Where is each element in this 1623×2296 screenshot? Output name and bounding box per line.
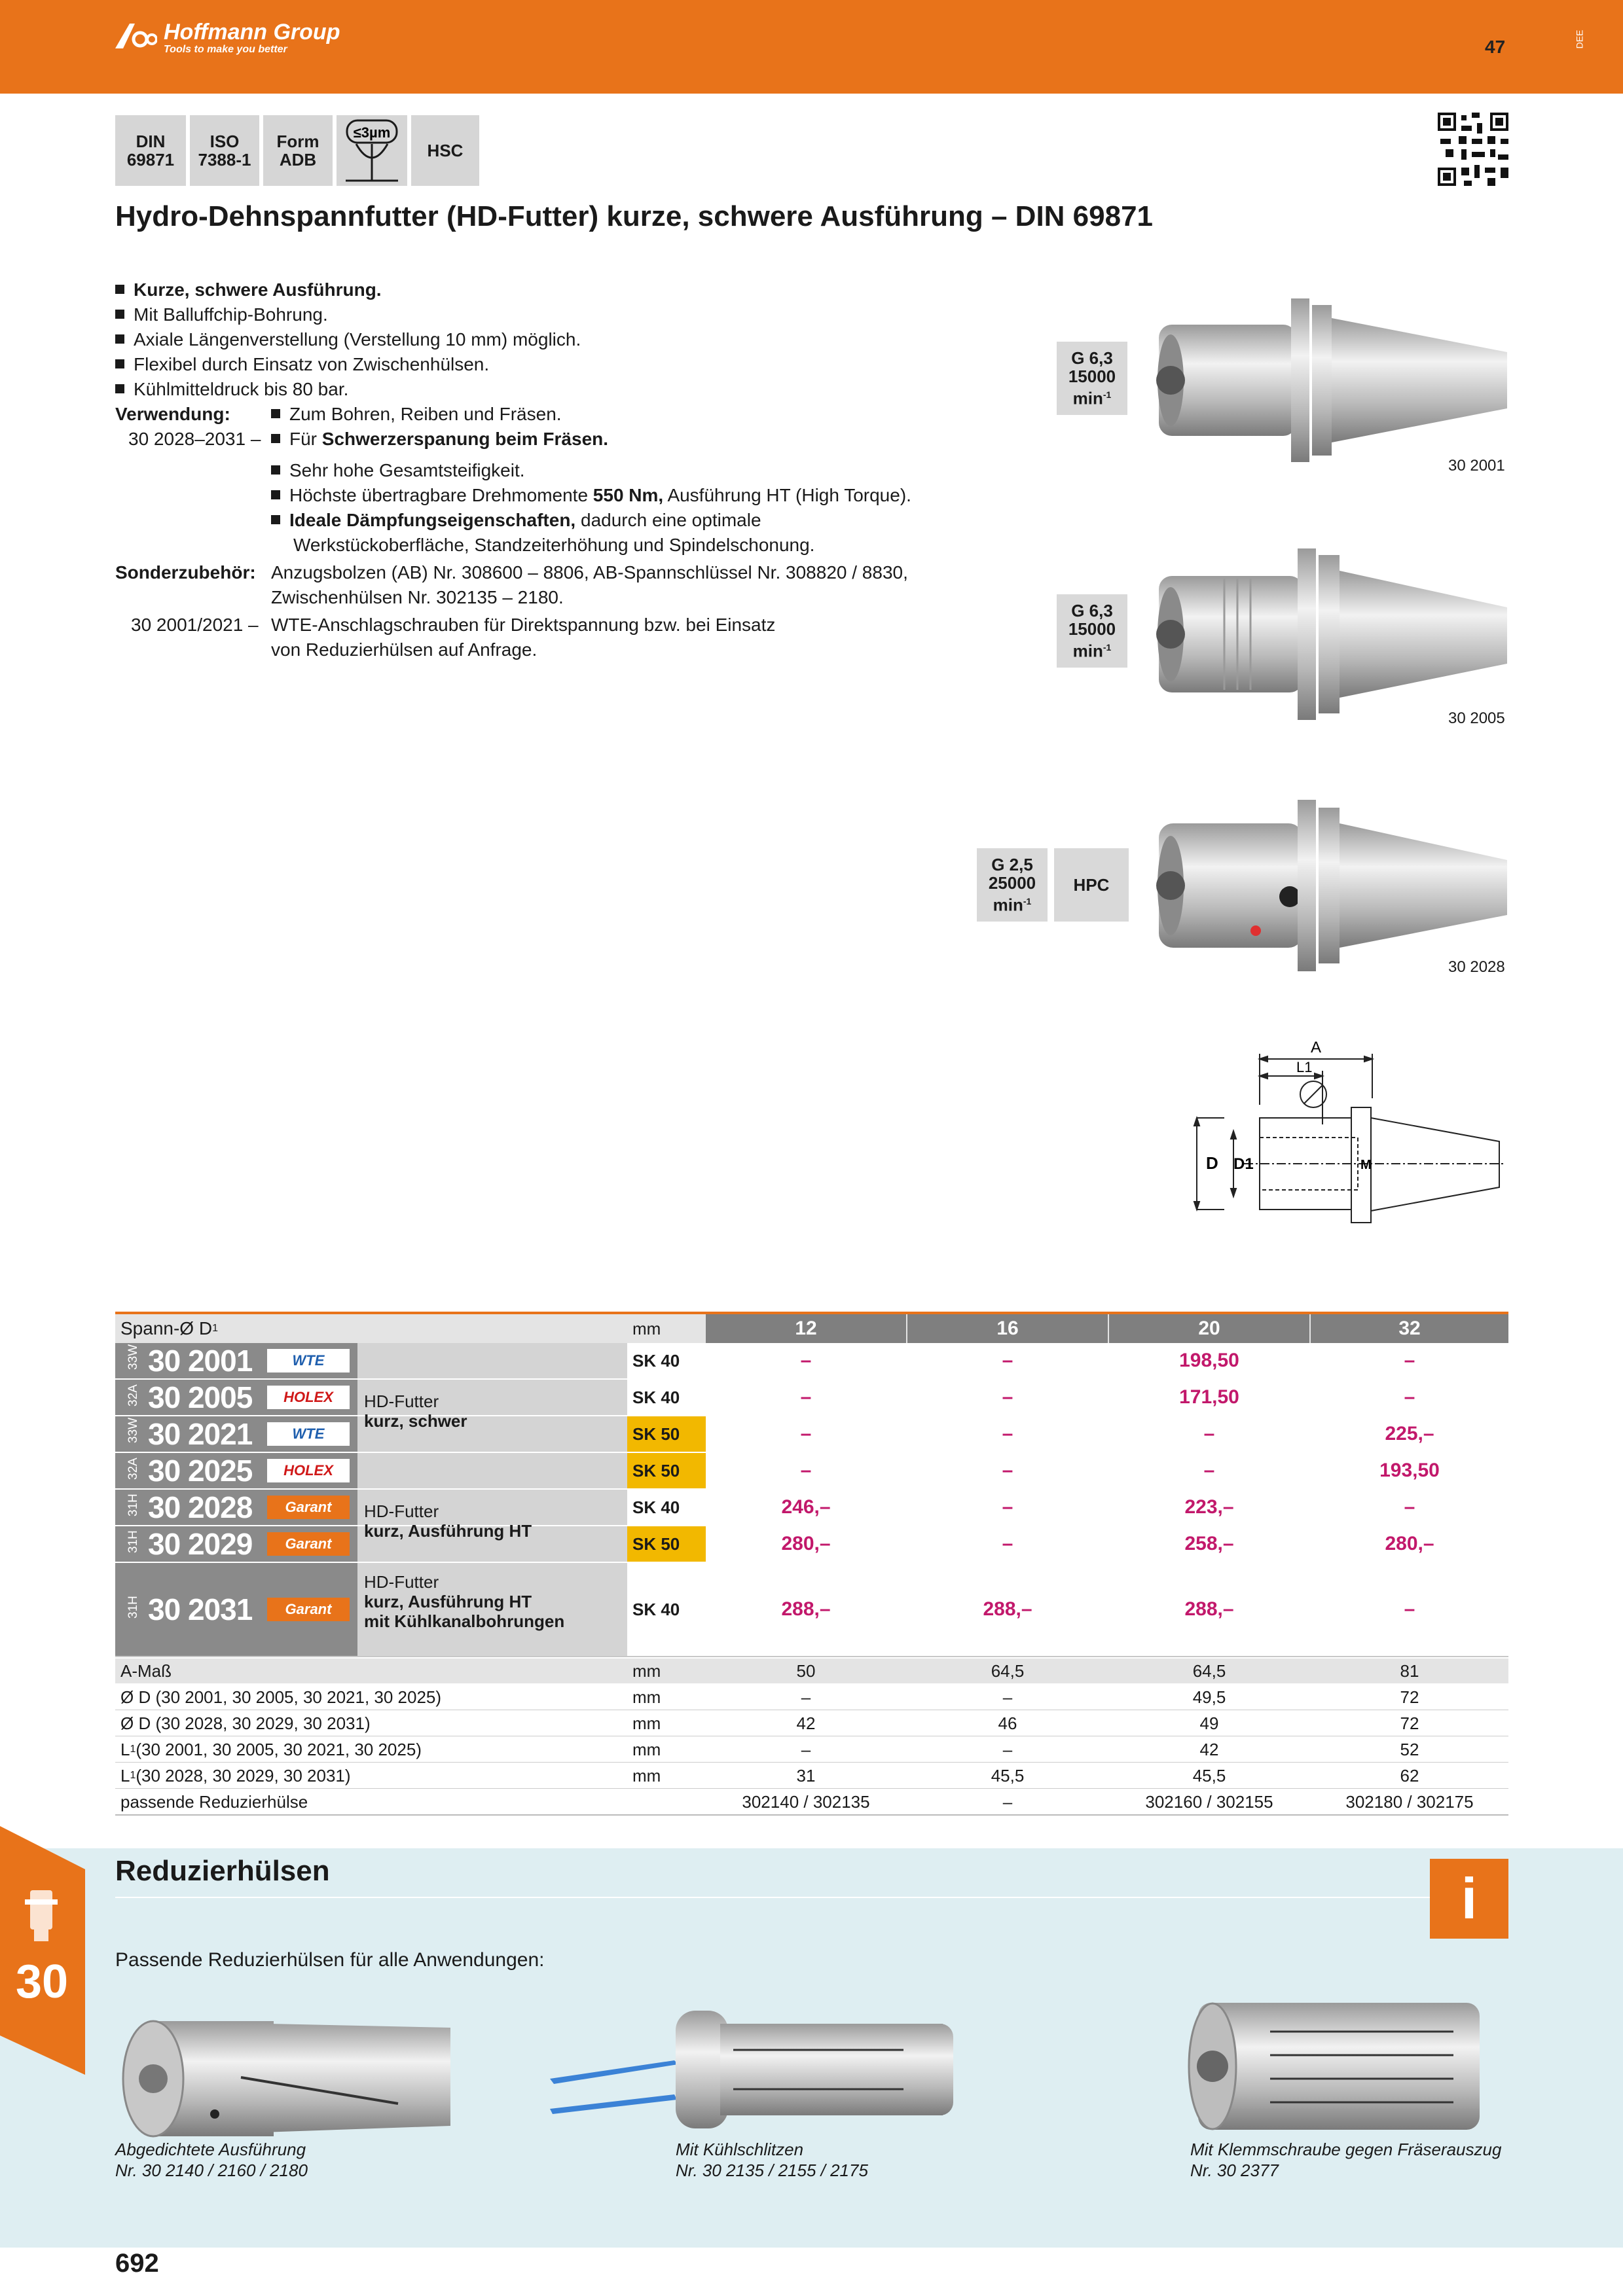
sleeve-cooling-slots-image — [537, 1998, 969, 2135]
table-row: 33W 30 2021 WTE SK 50 – – – 225,– — [115, 1416, 1508, 1453]
wte-2: von Reduzierhülsen auf Anfrage. — [271, 639, 538, 660]
table-row: 31H 30 2031 Garant SK 40 288,– 288,– 288,– – — [115, 1563, 1508, 1657]
table-row: 33W 30 2001 WTE SK 40 – – 198,50 – — [115, 1343, 1508, 1380]
holder-302028-image — [1152, 800, 1511, 971]
label-302001: 30 2001 — [1448, 457, 1505, 475]
holder-302005-image — [1152, 548, 1511, 720]
desc-hd-futter-schwer: HD-Futter kurz, schwer — [364, 1391, 467, 1431]
page-title: Hydro-Dehnspannfutter (HD-Futter) kurze, schwere Ausführung – DIN 69871 — [115, 200, 1154, 232]
feature-1: Kurze, schwere Ausführung. — [115, 278, 382, 302]
runout-icon — [339, 118, 405, 183]
table-row: 31H 30 2029 Garant SK 50 280,– – 258,– 280,– — [115, 1526, 1508, 1563]
table-row: 32A 30 2005 HOLEX SK 40 – – 171,50 – — [115, 1380, 1508, 1416]
page-number: 692 — [115, 2249, 159, 2278]
dimension-drawing — [1192, 1039, 1512, 1225]
hoffmann-logo-mark-icon — [115, 22, 157, 48]
caption-sealed: Abgedichtete Ausführung Nr. 30 2140 / 2160 / 2180 — [115, 2140, 308, 2180]
garant-logo: Garant — [267, 1496, 350, 1519]
info-icon[interactable]: i — [1430, 1859, 1508, 1939]
svg-text:L1: L1 — [1296, 1059, 1313, 1075]
wte-label: 30 2001/2021 – — [131, 615, 259, 635]
wte-logo: WTE — [267, 1349, 350, 1372]
brand-tagline: Tools to make you better — [164, 44, 287, 55]
spec-302001: G 6,3 15000 $\min^{-1}$ — [1057, 342, 1127, 415]
svg-text:M: M — [1360, 1158, 1372, 1172]
size-col-16: 16 — [907, 1314, 1108, 1343]
garant-logo: Garant — [267, 1598, 350, 1621]
desc-hd-futter-ht: HD-Futter kurz, Ausführung HT — [364, 1501, 532, 1541]
feature-4: Flexibel durch Einsatz von Zwischenhülsen. — [115, 352, 489, 377]
dim-row: A-Maß mm 50 64,5 64,5 81 — [115, 1659, 1508, 1683]
range-4: Ideale Dämpfungseigenschaften, dadurch eine optimale — [271, 508, 761, 533]
badge-hsc: HSC — [411, 115, 479, 186]
sleeve-sealed-image — [110, 2005, 464, 2143]
holex-logo: HOLEX — [267, 1386, 350, 1409]
svg-text:D1: D1 — [1233, 1155, 1254, 1173]
qr-code-icon — [1438, 113, 1508, 186]
badge-form: Form ADB — [263, 115, 333, 186]
language-code: DEE — [1574, 29, 1585, 49]
spec-302028-hpc: HPC — [1054, 848, 1129, 922]
wte-1: WTE-Anschlagschrauben für Direktspannung bzw. bei Einsatz — [271, 615, 776, 635]
svg-text:D: D — [1206, 1153, 1218, 1173]
article-number: 30 2001 — [148, 1344, 253, 1378]
feature-5: Kühlmitteldruck bis 80 bar. — [115, 377, 348, 402]
size-col-12: 12 — [706, 1314, 906, 1343]
dim-row: L 1 (30 2028, 30 2029, 30 2031) mm 31 45,5 45,5 62 — [115, 1763, 1508, 1789]
badge-runout — [337, 115, 407, 186]
label-302005: 30 2005 — [1448, 709, 1505, 727]
size-col-20: 20 — [1109, 1314, 1309, 1343]
spec-302028: G 2,5 25000 $\min^{-1}$ — [977, 848, 1048, 922]
sleeve-clamping-screw-image — [1178, 1992, 1499, 2140]
label-302028: 30 2028 — [1448, 958, 1505, 976]
accessory-1: Anzugsbolzen (AB) Nr. 308600 – 8806, AB-Spannschlüssel Nr. 308820 / 8830, — [271, 562, 908, 583]
dim-row: Ø D (30 2028, 30 2029, 30 2031) mm 42 46 49 72 — [115, 1711, 1508, 1736]
size-col-32: 32 — [1311, 1314, 1508, 1343]
caption-cooling-slots: Mit Kühlschlitzen Nr. 30 2135 / 2155 / 2175 — [676, 2140, 868, 2180]
svg-text:A: A — [1311, 1039, 1322, 1056]
svg-text:30: 30 — [15, 1956, 69, 2008]
caption-clamping-screw: Mit Klemmschraube gegen Fräserauszug Nr. 30 2377 — [1190, 2140, 1502, 2180]
garant-logo: Garant — [267, 1532, 350, 1556]
section-subtitle: Passende Reduzierhülsen für alle Anwendungen: — [115, 1949, 545, 1971]
holder-302001-image — [1152, 298, 1511, 462]
table-row: 32A 30 2025 HOLEX SK 50 – – – 193,50 — [115, 1453, 1508, 1490]
spec-302005: G 6,3 15000 $\min^{-1}$ — [1057, 594, 1127, 668]
chapter-side-tab[interactable] — [0, 1826, 85, 2075]
desc-hd-futter-ht-kuehl: HD-Futter kurz, Ausführung HT mit Kühlkanalbohrungen — [364, 1572, 565, 1631]
table-row: 31H 30 2028 Garant SK 40 246,– – 223,– – — [115, 1490, 1508, 1526]
hoffmann-logo — [115, 20, 340, 56]
svg-text:≤3µm: ≤3µm — [353, 124, 391, 141]
range-3: Höchste übertragbare Drehmomente 550 Nm, Ausführung HT (High Torque). — [271, 483, 911, 508]
article-number: 30 2005 — [148, 1380, 253, 1414]
range-label: 30 2028–2031 – — [128, 429, 261, 449]
page-code: 47 — [1485, 37, 1506, 57]
article-number: 30 2021 — [148, 1417, 253, 1451]
range-2: Sehr hohe Gesamtsteifigkeit. — [271, 458, 525, 483]
table-header-row: Spann-Ø D 1 mm 12 16 20 32 — [115, 1312, 1508, 1343]
article-number: 30 2031 — [148, 1592, 253, 1626]
brand-name: Hoffmann Group — [164, 20, 340, 45]
accessory-2: Zwischenhülsen Nr. 302135 – 2180. — [271, 587, 564, 607]
dim-row: Ø D (30 2001, 30 2005, 30 2021, 30 2025) mm – – 49,5 72 — [115, 1685, 1508, 1710]
accessory-label: Sonderzubehör: — [115, 562, 256, 583]
range-1: Für Schwerzerspanung beim Fräsen. — [271, 427, 608, 452]
section-title: Reduzierhülsen — [115, 1855, 330, 1887]
wte-logo: WTE — [267, 1422, 350, 1446]
feature-2: Mit Balluffchip-Bohrung. — [115, 302, 328, 327]
holex-logo: HOLEX — [267, 1459, 350, 1482]
badge-din: DIN 69871 — [115, 115, 186, 186]
article-number: 30 2028 — [148, 1490, 253, 1524]
article-number: 30 2029 — [148, 1527, 253, 1561]
range-4-cont: Werkstückoberfläche, Standzeiterhöhung und Spindelschonung. — [293, 535, 815, 555]
dim-row: passende Reduzierhülse 302140 / 302135 – 302160 / 302155 302180 / 302175 — [115, 1789, 1508, 1816]
article-number: 30 2025 — [148, 1454, 253, 1488]
badge-iso: ISO 7388-1 — [190, 115, 259, 186]
feature-3: Axiale Längenverstellung (Verstellung 10 mm) möglich. — [115, 327, 581, 352]
dim-row: L 1 (30 2001, 30 2005, 30 2021, 30 2025) mm – – 42 52 — [115, 1737, 1508, 1763]
usage-label: Verwendung: — [115, 404, 230, 424]
usage-1: Zum Bohren, Reiben und Fräsen. — [271, 402, 562, 427]
